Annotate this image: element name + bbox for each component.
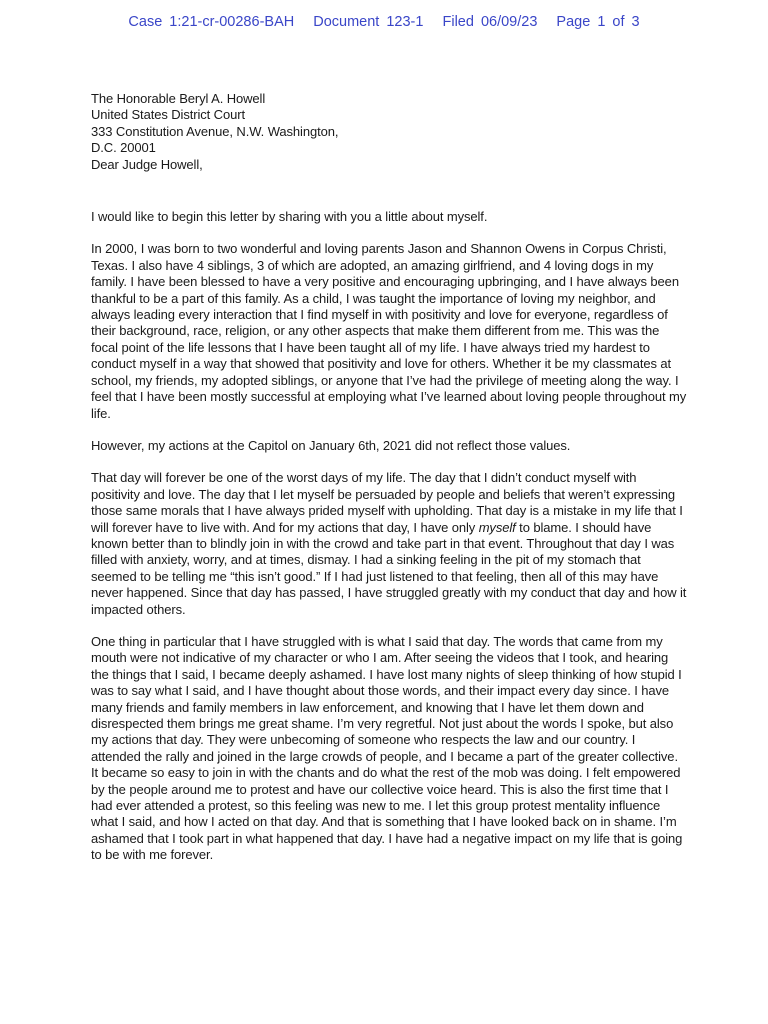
paragraph-capitol: However, my actions at the Capitol on January 6th, 2021 did not reflect those values. xyxy=(91,437,571,453)
paragraph-text: That day will forever be one of the worst days of my life. The day that I didn’t conduct myself with positivity and love. The day that I let myself be persuaded by people and beliefs that weren’t expressing those same morals that I have always prided myself with upholding. That day is a mistake in my life that I will forever have to live with. And for my actions that day, I have only xyxy=(91,470,683,535)
address-line: 333 Constitution Avenue, N.W. Washington, xyxy=(91,123,339,139)
case-number: Case 1:21-cr-00286-BAH xyxy=(128,14,295,30)
salutation: Dear Judge Howell, xyxy=(91,156,203,172)
letter-body xyxy=(91,91,687,864)
address-line: United States District Court xyxy=(91,107,245,123)
paragraph-intro: I would like to begin this letter by sharing with you a little about myself. xyxy=(91,209,488,225)
address-line: D.C. 20001 xyxy=(91,140,156,156)
paragraph-background: In 2000, I was born to two wonderful and loving parents Jason and Shannon Owens in Corpus Christi, Texas. I also have 4 siblings, 3 of which are adopted, an amazing girlfriend, and 4 loving dogs in my family. I have been blessed to have a very positive and encouraging upbringing, and I have always been thankful to be a part of this family. As a child, I was taught the importance of loving my neighbor, and always leading every interaction that I find myself in with positivity and love for everyone, regardless of their background, race, religion, or any other aspects that make them different from me. This was the focal point of the life lessons that I have been taught all of my life. I have always tried my hardest to conduct myself in a way that showed that positivity and love for others. Whether it be my classmates at school, my friends, my adopted siblings, or anyone that I’ve had the privilege of meeting along the way. I feel that I have been mostly successful at employing what I’ve learned about loving people throughout my life. xyxy=(91,241,687,421)
paragraph-words: One thing in particular that I have struggled with is what I said that day. The words that came from my mouth were not indicative of my character or who I am. After seeing the videos that I took, and hearing the things that I said, I became deeply ashamed. I have lost many nights of sleep thinking of how stupid I was to say what I said, and I have thought about those words, and their impact every day since. I have many friends and family members in law enforcement, and knowing that I have let them down and disrespected them brings me great shame. I’m very regretful. Not just about the words I spoke, but also my actions that day. They were unbecoming of someone who respects the law and our country. I attended the rally and joined in the large crowds of people, and I became a part of the greater collective. It became so easy to join in with the chants and do what the rest of the mob was doing. I felt empowered by the people around me to protest and have our collective voice heard. This is also the first time that I had ever attended a protest, so this feeling was new to me. I let this group protest mentality influence what I said, and how I acted on that day. And that is something that I have looked back on in shame. I’m ashamed that I took part in what happened that day. I have had a negative impact on my life that is going to be with me forever. xyxy=(91,633,683,863)
address-line: The Honorable Beryl A. Howell xyxy=(91,91,266,106)
filed-date: Filed 06/09/23 xyxy=(442,14,538,30)
page-number: Page 1 of 3 xyxy=(556,14,640,30)
emphasis-text: myself xyxy=(478,519,516,535)
court-filing-header xyxy=(0,14,768,30)
document-number: Document 123-1 xyxy=(313,14,424,30)
paragraph-worst-day xyxy=(91,470,687,618)
recipient-address xyxy=(91,91,687,157)
paragraph-text: to blame. I should have known better than to blindly join in with the crowd and take part in that event. Throughout that day I was filled with anxiety, worry, and at times, dismay. I had a sinking feeling in the pit of my stomach that seemed to be telling me “this isn’t good.” If I had just listened to that feeling, then all of this may have never happened. Since that day has passed, I have struggled greatly with my conduct that day and how it impacted others. xyxy=(91,519,687,617)
